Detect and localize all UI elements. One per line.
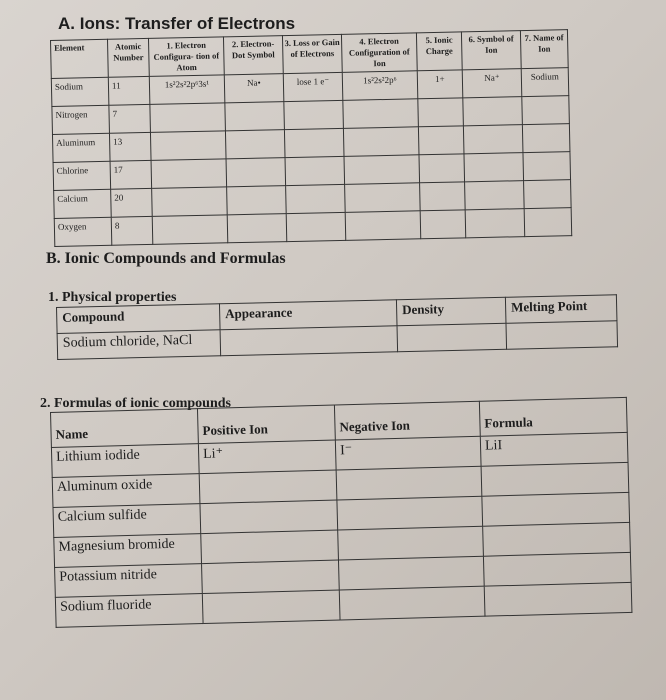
ionic-formulas-title: 2. Formulas of ionic compounds bbox=[40, 396, 231, 411]
cell-empty bbox=[150, 131, 226, 161]
cell-empty bbox=[286, 184, 346, 213]
cell-empty bbox=[465, 181, 525, 210]
ionic-formulas-table bbox=[50, 397, 632, 628]
cell-empty bbox=[284, 100, 344, 129]
header-symbol-ion: 6. Symbol of Ion bbox=[461, 31, 521, 70]
cell-empty bbox=[463, 125, 523, 154]
cell-empty bbox=[465, 209, 525, 238]
cell-element: Aluminum bbox=[52, 133, 110, 162]
cell-negative-ion: I⁻ bbox=[335, 436, 481, 470]
cell-empty bbox=[284, 128, 344, 157]
cell-compound: Sodium chloride, NaCl bbox=[57, 330, 221, 360]
header-name: Name bbox=[51, 409, 199, 448]
header-element: Element bbox=[51, 39, 109, 78]
header-density: Density bbox=[396, 297, 506, 325]
cell-appearance bbox=[220, 326, 398, 356]
cell-name: Aluminum oxide bbox=[52, 474, 200, 508]
cell-formula bbox=[483, 552, 631, 586]
cell-empty bbox=[522, 96, 570, 125]
cell-config-ion: 1s²2s²2p⁶ bbox=[342, 71, 418, 101]
header-melting-point: Melting Point bbox=[505, 295, 617, 324]
cell-empty bbox=[343, 127, 419, 157]
cell-empty bbox=[524, 208, 572, 237]
header-electron-config-ion: 4. Electron Configuration of Ion bbox=[341, 33, 417, 73]
cell-atomic-number: 7 bbox=[109, 104, 151, 133]
cell-positive-ion: Li⁺ bbox=[198, 440, 336, 474]
cell-formula: LiI bbox=[480, 432, 628, 466]
cell-element: Sodium bbox=[51, 77, 109, 106]
section-b-title: B. Ionic Compounds and Formulas bbox=[46, 250, 286, 267]
cell-atomic-number: 8 bbox=[111, 216, 153, 245]
cell-element: Nitrogen bbox=[52, 105, 110, 134]
cell-empty bbox=[463, 97, 523, 126]
cell-formula bbox=[484, 582, 632, 616]
cell-formula bbox=[481, 462, 629, 496]
cell-name: Magnesium bromide bbox=[54, 534, 202, 568]
cell-empty bbox=[345, 183, 421, 213]
cell-empty bbox=[285, 156, 345, 185]
cell-positive-ion bbox=[200, 500, 338, 534]
cell-element: Calcium bbox=[54, 189, 112, 218]
cell-empty bbox=[152, 215, 228, 245]
header-electron-config-atom: 1. Electron Configura- tion of Atom bbox=[148, 37, 224, 77]
cell-empty bbox=[150, 103, 226, 133]
cell-empty bbox=[344, 155, 420, 185]
cell-density bbox=[397, 323, 507, 351]
cell-empty bbox=[225, 130, 285, 159]
cell-empty bbox=[151, 159, 227, 189]
cell-config-atom: 1s²2s²2p⁶3s¹ bbox=[149, 75, 225, 105]
cell-element: Chlorine bbox=[53, 161, 111, 190]
header-loss-gain: 3. Loss or Gain of Electrons bbox=[282, 34, 342, 73]
cell-empty bbox=[225, 102, 285, 131]
header-name-ion: 7. Name of Ion bbox=[520, 30, 568, 69]
header-negative-ion: Negative Ion bbox=[334, 401, 480, 440]
header-compound: Compound bbox=[57, 304, 221, 334]
cell-empty bbox=[522, 124, 570, 153]
cell-name: Calcium sulfide bbox=[53, 504, 201, 538]
cell-positive-ion bbox=[199, 470, 337, 504]
header-positive-ion: Positive Ion bbox=[197, 405, 335, 444]
cell-element: Oxygen bbox=[54, 217, 112, 246]
cell-dot-symbol: Na• bbox=[224, 74, 284, 103]
section-a-title: A. Ions: Transfer of Electrons bbox=[58, 14, 296, 33]
cell-atomic-number: 20 bbox=[111, 188, 153, 217]
cell-negative-ion bbox=[338, 526, 484, 560]
cell-negative-ion bbox=[336, 466, 482, 500]
cell-empty bbox=[420, 182, 466, 211]
cell-empty bbox=[523, 152, 571, 181]
cell-empty bbox=[419, 154, 465, 183]
cell-positive-ion bbox=[202, 560, 340, 594]
cell-empty bbox=[227, 186, 287, 215]
cell-empty bbox=[524, 180, 572, 209]
cell-positive-ion bbox=[202, 590, 340, 624]
cell-atomic-number: 17 bbox=[110, 160, 152, 189]
cell-empty bbox=[227, 214, 287, 243]
cell-negative-ion bbox=[338, 556, 484, 590]
cell-empty bbox=[418, 98, 464, 127]
cell-name-ion: Sodium bbox=[521, 68, 569, 97]
cell-formula bbox=[482, 492, 630, 526]
cell-empty bbox=[418, 126, 464, 155]
header-ionic-charge: 5. Ionic Charge bbox=[416, 32, 462, 71]
cell-empty bbox=[343, 99, 419, 129]
cell-name: Sodium fluoride bbox=[55, 594, 203, 628]
cell-empty bbox=[464, 153, 524, 182]
cell-empty bbox=[226, 158, 286, 187]
cell-atomic-number: 11 bbox=[108, 76, 150, 105]
header-electron-dot: 2. Electron- Dot Symbol bbox=[223, 36, 283, 75]
ions-table bbox=[50, 29, 572, 247]
cell-empty bbox=[420, 210, 466, 239]
cell-empty bbox=[286, 212, 346, 241]
cell-loss-gain: lose 1 e⁻ bbox=[283, 72, 343, 101]
cell-negative-ion bbox=[339, 586, 485, 620]
cell-positive-ion bbox=[201, 530, 339, 564]
cell-atomic-number: 13 bbox=[109, 132, 151, 161]
header-appearance: Appearance bbox=[219, 300, 397, 330]
header-atomic-number: Atomic Number bbox=[107, 38, 149, 77]
cell-formula bbox=[483, 522, 631, 556]
cell-empty bbox=[345, 211, 421, 241]
cell-name: Potassium nitride bbox=[55, 564, 203, 598]
cell-melting-point bbox=[506, 321, 618, 350]
physical-properties-title: 1. Physical properties bbox=[48, 290, 177, 305]
cell-symbol-ion: Na⁺ bbox=[462, 69, 522, 98]
physical-properties-table bbox=[56, 294, 618, 360]
header-formula: Formula bbox=[479, 397, 627, 436]
cell-negative-ion bbox=[337, 496, 483, 530]
cell-charge: 1+ bbox=[417, 70, 463, 99]
cell-empty bbox=[152, 187, 228, 217]
cell-name: Lithium iodide bbox=[51, 444, 199, 478]
